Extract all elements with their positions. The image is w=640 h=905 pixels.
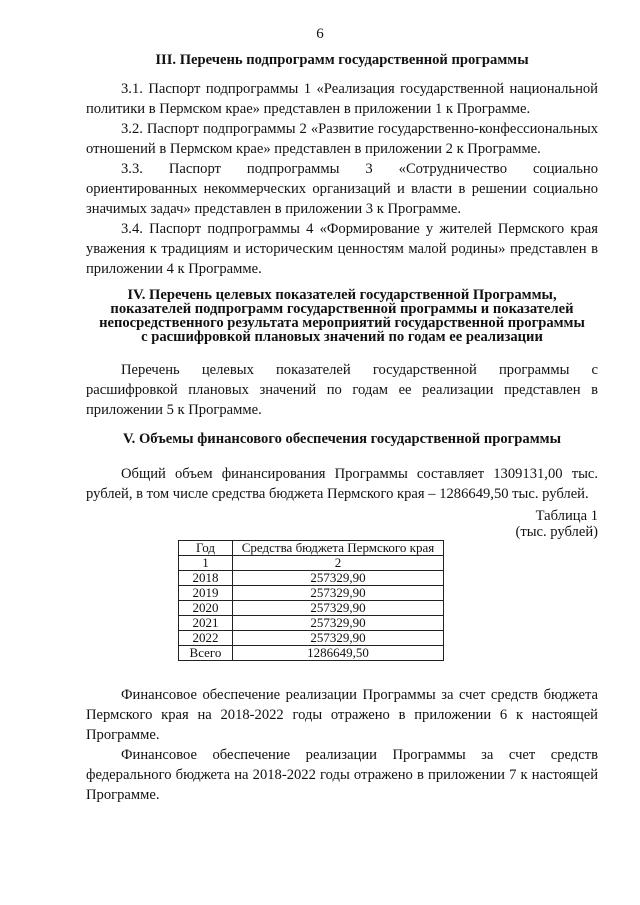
table-cell-amount: 257329,90: [233, 571, 444, 586]
table-row: [179, 631, 444, 646]
table-cell-year: 2022: [179, 631, 233, 646]
table-cell-year: 2019: [179, 586, 233, 601]
table-total-label: Всего: [179, 646, 233, 661]
section-4-paragraph: Перечень целевых показателей государственной программы с расшифровкой плановых значений по годам ее реализации представлен в приложении 5 к Программе.: [86, 362, 598, 418]
section-5-paragraph: Общий объем финансирования Программы составляет 1309131,00 тыс. рублей, в том числе средства бюджета Пермского края – 1286649,50 тыс. рублей.: [86, 466, 598, 502]
table-header-row: [179, 541, 444, 556]
closing-paragraph-2: Финансовое обеспечение реализации Программы за счет средств федерального бюджета на 2018-2022 годы отражено в приложении 7 к настоящей Программе.: [86, 747, 598, 803]
section-4-title-line-1: IV. Перечень целевых показателей государственной Программы,: [127, 287, 557, 303]
section-4-title: [86, 288, 598, 344]
header-year: Год: [179, 541, 233, 556]
closing-paragraph-1: Финансовое обеспечение реализации Программы за счет средств бюджета Пермского края на 2018-2022 годы отражено в приложении 6 к настоящей Программе.: [86, 687, 598, 743]
table-row: [179, 601, 444, 616]
section-3-title: III. Перечень подпрограмм государственной программы: [155, 52, 529, 68]
table-row: [179, 616, 444, 631]
table-column-number-row: [179, 556, 444, 571]
column-number-1: 1: [179, 556, 233, 571]
section-4-title-line-2: показателей подпрограмм государственной программы и показателей: [110, 301, 574, 317]
section-4-title-line-4: с расшифровкой плановых значений по годам ее реализации: [141, 329, 543, 345]
table-row: [179, 571, 444, 586]
table-caption: [86, 508, 598, 540]
column-number-2: 2: [233, 556, 444, 571]
section-4-title-line-3: непосредственного результата мероприятий государственной программы: [99, 315, 585, 331]
table-caption-units: (тыс. рублей): [515, 524, 598, 540]
section-5-title: V. Объемы финансового обеспечения государственной программы: [123, 431, 561, 447]
table-row: [179, 586, 444, 601]
table-cell-amount: 257329,90: [233, 586, 444, 601]
finance-table: [178, 540, 444, 661]
table-cell-amount: 257329,90: [233, 601, 444, 616]
section-3-paragraph-4: 3.4. Паспорт подпрограммы 4 «Формирование у жителей Пермского края уважения к традициям и историческим ценностям малой родины» представлен в приложении 4 к Программе.: [86, 221, 598, 277]
table-total-row: [179, 646, 444, 661]
section-3-paragraph-2: 3.2. Паспорт подпрограммы 2 «Развитие государственно-конфессиональных отношений в Пермском крае» представлен в приложении 2 к Программе.: [86, 121, 598, 157]
section-3-paragraph-1: 3.1. Паспорт подпрограммы 1 «Реализация государственной национальной политики в Пермском крае» представлен в приложении 1 к Программе.: [86, 81, 598, 117]
header-budget: Средства бюджета Пермского края: [233, 541, 444, 556]
table-cell-year: 2020: [179, 601, 233, 616]
page-number: 6: [316, 26, 324, 42]
table-cell-year: 2021: [179, 616, 233, 631]
table-cell-amount: 257329,90: [233, 616, 444, 631]
section-3-paragraph-3: 3.3. Паспорт подпрограммы 3 «Сотрудничество социально ориентированных некоммерческих организаций и власти в решении социально значимых задач» представлен в приложении 3 к Программе.: [86, 161, 598, 217]
table-total-amount: 1286649,50: [233, 646, 444, 661]
table-caption-title: Таблица 1: [535, 508, 598, 524]
table-cell-year: 2018: [179, 571, 233, 586]
table-cell-amount: 257329,90: [233, 631, 444, 646]
page-content: [86, 50, 598, 805]
